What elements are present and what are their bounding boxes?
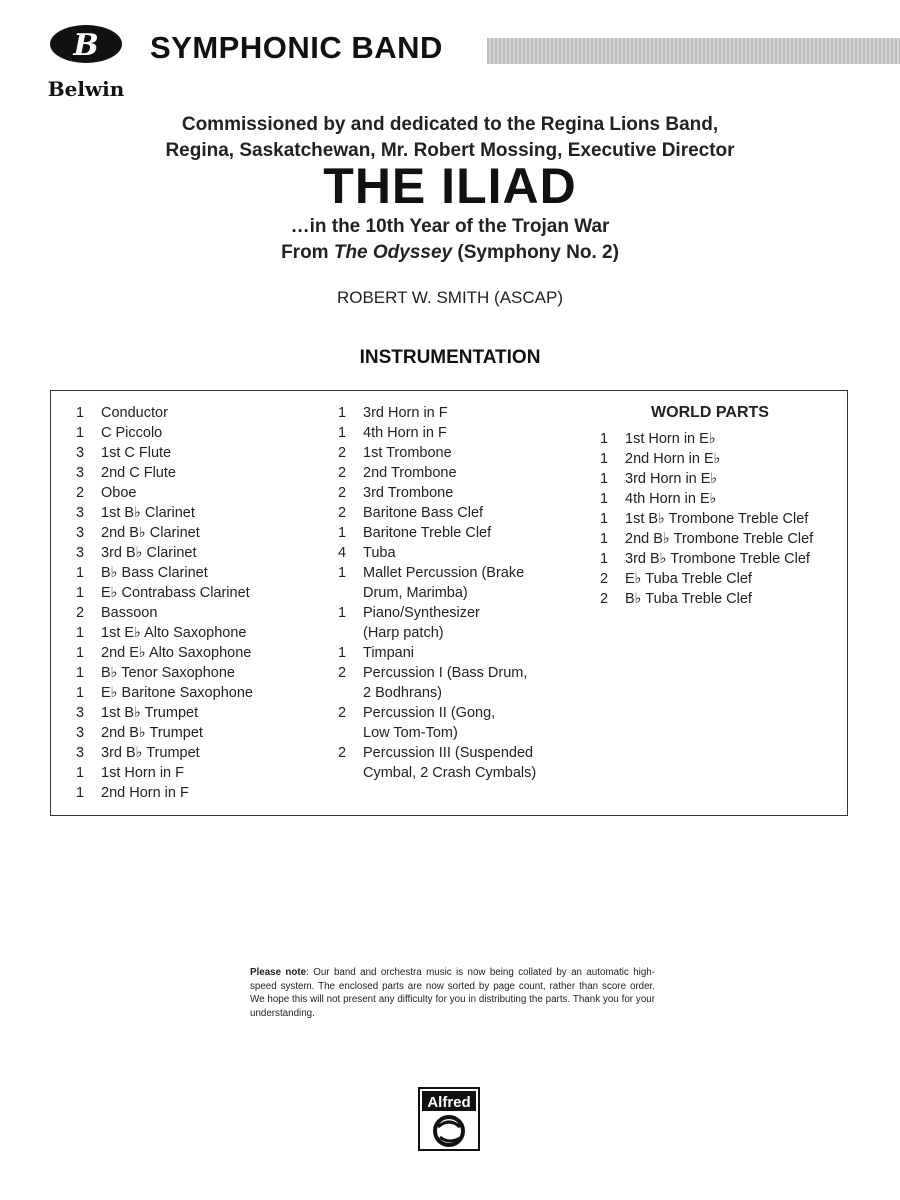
instrumentation-heading: INSTRUMENTATION (359, 347, 541, 368)
instrument-quantity (338, 683, 363, 703)
commission-line-1: Commissioned by and dedicated to the Regina Lions Band, (181, 114, 719, 135)
instrument-name: 1st Horn in F (101, 765, 184, 781)
instrument-quantity: 3 (76, 525, 85, 541)
instrument-quantity: 1 (76, 785, 85, 801)
instrument-quantity: 1 (76, 405, 85, 421)
instrument-quantity: 3 (76, 725, 85, 741)
instrument-quantity: 1 (600, 551, 609, 567)
instrument-name: B♭ Tenor Saxophone (101, 665, 235, 681)
instrument-quantity: 1 (600, 511, 609, 527)
page-title: THE ILIAD (323, 158, 577, 214)
instrument-quantity: 3 (76, 545, 85, 561)
instrument-row (600, 449, 845, 469)
instrument-name: C Piccolo (101, 425, 163, 441)
instrument-column-2 (338, 403, 598, 783)
instrument-name: Percussion I (Bass Drum, (363, 665, 528, 681)
instrument-name: Tuba (363, 545, 396, 561)
instrument-quantity: 2 (338, 665, 347, 681)
instrument-name: 2nd C Flute (101, 465, 176, 481)
instrument-row (76, 543, 346, 563)
instrument-quantity: 1 (76, 665, 85, 681)
belwin-wordmark: Belwin (47, 77, 125, 101)
instrument-row (338, 663, 598, 683)
instrument-name: (Harp patch) (363, 625, 444, 641)
instrument-name: 2nd B♭ Clarinet (101, 525, 200, 541)
instrument-name: Cymbal, 2 Crash Cymbals) (363, 765, 537, 781)
instrument-row (338, 583, 598, 603)
belwin-logo (36, 22, 142, 102)
instrument-row (76, 643, 346, 663)
instrument-name: 4th Horn in E♭ (625, 491, 717, 507)
instrument-quantity: 2 (600, 591, 609, 607)
subtitle-line-2 (0, 240, 900, 266)
instrument-quantity: 1 (600, 451, 609, 467)
instrument-name: 3rd B♭ Trombone Treble Clef (625, 551, 810, 567)
instrument-quantity: 3 (76, 705, 85, 721)
instrument-row (76, 603, 346, 623)
instrument-name: 2nd Horn in E♭ (625, 451, 721, 467)
subtitle-work-title: The Odyssey (333, 242, 453, 263)
note-text: : Our band and orchestra music is now being collated by an automatic high-speed system. The enclosed parts are now sorted by page count, rather than score order. We hope this will not present any difficulty for you in distributing the parts. Thank you for your understanding. (250, 967, 656, 1019)
instrument-name: Timpani (363, 645, 415, 661)
instrument-quantity: 1 (600, 531, 609, 547)
instrument-quantity (338, 723, 363, 743)
instrument-row (600, 509, 845, 529)
instrument-row (600, 529, 845, 549)
instrument-row (600, 549, 845, 569)
instrument-quantity: 3 (76, 445, 85, 461)
band-title: SYMPHONIC BAND (150, 30, 443, 65)
instrument-row (338, 723, 598, 743)
instrument-row (338, 543, 598, 563)
alfred-logo-icon (418, 1087, 480, 1151)
instrument-quantity: 1 (338, 405, 347, 421)
instrument-row (76, 723, 346, 743)
subtitle (0, 214, 900, 266)
instrument-name: 1st Trombone (363, 445, 452, 461)
instrument-quantity (338, 623, 363, 643)
instrument-row (76, 623, 346, 643)
instrument-quantity: 1 (76, 425, 85, 441)
instrument-quantity: 1 (338, 605, 347, 621)
world-parts-list (600, 429, 845, 609)
instrument-quantity: 1 (76, 765, 85, 781)
instrument-quantity: 1 (338, 645, 347, 661)
instrument-row (338, 603, 598, 623)
instrument-quantity: 3 (76, 505, 85, 521)
instrument-row (338, 643, 598, 663)
subtitle-from-suffix: (Symphony No. 2) (452, 242, 619, 263)
instrument-quantity (338, 583, 363, 603)
instrument-name: 1st Horn in E♭ (625, 431, 716, 447)
instrument-name: Oboe (101, 485, 137, 501)
instrument-quantity: 2 (76, 605, 85, 621)
instrument-quantity: 1 (76, 565, 85, 581)
instrument-quantity (338, 763, 363, 783)
instrument-row (76, 443, 346, 463)
instrument-quantity: 4 (338, 545, 347, 561)
instrument-row (76, 483, 346, 503)
instrument-row (76, 703, 346, 723)
instrument-row (76, 463, 346, 483)
instrumentation-box (50, 390, 848, 816)
instrument-row (76, 583, 346, 603)
alfred-logo (418, 1087, 480, 1151)
instrument-name: 4th Horn in F (363, 425, 447, 441)
instrument-row (338, 683, 598, 703)
instrument-row (600, 569, 845, 589)
instrument-quantity: 1 (600, 431, 609, 447)
instrument-name: E♭ Baritone Saxophone (101, 685, 253, 701)
instrument-name: Baritone Treble Clef (363, 525, 492, 541)
instrument-quantity: 1 (76, 585, 85, 601)
instrument-quantity: 2 (600, 571, 609, 587)
instrument-quantity: 1 (338, 565, 347, 581)
instrument-row (76, 523, 346, 543)
instrument-name: Percussion II (Gong, (363, 705, 496, 721)
instrument-name: 2nd B♭ Trumpet (101, 725, 203, 741)
instrument-row (76, 663, 346, 683)
commission-line-2: Regina, Saskatchewan, Mr. Robert Mossing, Executive Director (165, 140, 735, 161)
instrument-column-1 (76, 403, 346, 803)
instrument-name: Percussion III (Suspended (363, 745, 534, 761)
instrument-quantity: 2 (338, 745, 347, 761)
instrument-row (338, 743, 598, 763)
instrument-row (76, 783, 346, 803)
instrument-name: 1st B♭ Trombone Treble Clef (625, 511, 809, 527)
instrument-row (338, 703, 598, 723)
instrument-name: B♭ Bass Clarinet (101, 565, 208, 581)
instrument-row (600, 429, 845, 449)
world-parts-column (600, 403, 845, 609)
world-parts-heading: WORLD PARTS (651, 404, 769, 421)
instrument-quantity: 1 (76, 645, 85, 661)
instrument-quantity: 2 (338, 445, 347, 461)
instrument-name: 3rd Horn in F (363, 405, 448, 421)
instrument-name: 1st B♭ Trumpet (101, 705, 199, 721)
instrument-quantity: 2 (338, 485, 347, 501)
commission-text (0, 112, 900, 164)
instrument-name: Bassoon (101, 605, 158, 621)
instrument-row (338, 563, 598, 583)
composer: ROBERT W. SMITH (ASCAP) (336, 288, 564, 307)
instrument-name: Drum, Marimba) (363, 585, 468, 601)
instrument-quantity: 2 (76, 485, 85, 501)
instrument-quantity: 2 (338, 505, 347, 521)
instrument-name: B♭ Tuba Treble Clef (625, 591, 752, 607)
note-label: Please note (250, 967, 307, 978)
instrument-quantity: 1 (600, 491, 609, 507)
please-note (250, 966, 655, 1020)
header (0, 0, 900, 110)
instrument-row (338, 763, 598, 783)
instrument-row (76, 563, 346, 583)
instrument-quantity: 1 (600, 471, 609, 487)
instrument-row (600, 489, 845, 509)
instrument-row (338, 423, 598, 443)
instrument-name: 2nd Horn in F (101, 785, 189, 801)
instrument-name: 3rd Horn in E♭ (625, 471, 718, 487)
subtitle-from-prefix: From (281, 242, 334, 263)
instrument-row (76, 403, 346, 423)
instrument-name: 3rd Trombone (363, 485, 454, 501)
alfred-wordmark: Alfred (427, 1094, 471, 1111)
instrument-name: 2nd Trombone (363, 465, 457, 481)
instrument-quantity: 2 (338, 705, 347, 721)
instrument-row (76, 683, 346, 703)
instrument-row (338, 463, 598, 483)
instrument-quantity: 1 (338, 425, 347, 441)
instrument-row (338, 523, 598, 543)
instrument-row (76, 423, 346, 443)
instrument-name: Mallet Percussion (Brake (363, 565, 525, 581)
instrument-name: Baritone Bass Clef (363, 505, 484, 521)
instrument-name: Conductor (101, 405, 168, 421)
instrument-name: 1st C Flute (101, 445, 172, 461)
instrument-name: 2 Bodhrans) (363, 685, 442, 701)
instrument-name: 1st E♭ Alto Saxophone (101, 625, 247, 641)
instrument-row (338, 483, 598, 503)
instrument-name: 3rd B♭ Clarinet (101, 545, 197, 561)
instrument-name: E♭ Tuba Treble Clef (625, 571, 752, 587)
instrument-row (338, 503, 598, 523)
instrument-name: 2nd B♭ Trombone Treble Clef (625, 531, 814, 547)
instrument-name: E♭ Contrabass Clarinet (101, 585, 250, 601)
instrument-quantity: 1 (338, 525, 347, 541)
instrument-name: 3rd B♭ Trumpet (101, 745, 200, 761)
instrument-quantity: 3 (76, 745, 85, 761)
subtitle-line-1: …in the 10th Year of the Trojan War (290, 216, 610, 237)
header-bar (487, 38, 900, 64)
instrument-name: Low Tom-Tom) (363, 725, 458, 741)
instrument-name: 2nd E♭ Alto Saxophone (101, 645, 252, 661)
instrument-row (76, 743, 346, 763)
instrument-quantity: 2 (338, 465, 347, 481)
instrument-name: 1st B♭ Clarinet (101, 505, 195, 521)
instrument-quantity: 1 (76, 625, 85, 641)
instrument-row (338, 443, 598, 463)
instrument-row (338, 623, 598, 643)
instrument-name: Piano/Synthesizer (363, 605, 480, 621)
belwin-b-icon (36, 22, 142, 102)
instrument-row (76, 503, 346, 523)
instrument-row (600, 589, 845, 609)
instrument-row (338, 403, 598, 423)
instrument-row (76, 763, 346, 783)
instrument-quantity: 1 (76, 685, 85, 701)
instrument-quantity: 3 (76, 465, 85, 481)
svg-text:B: B (73, 28, 99, 63)
instrument-row (600, 469, 845, 489)
